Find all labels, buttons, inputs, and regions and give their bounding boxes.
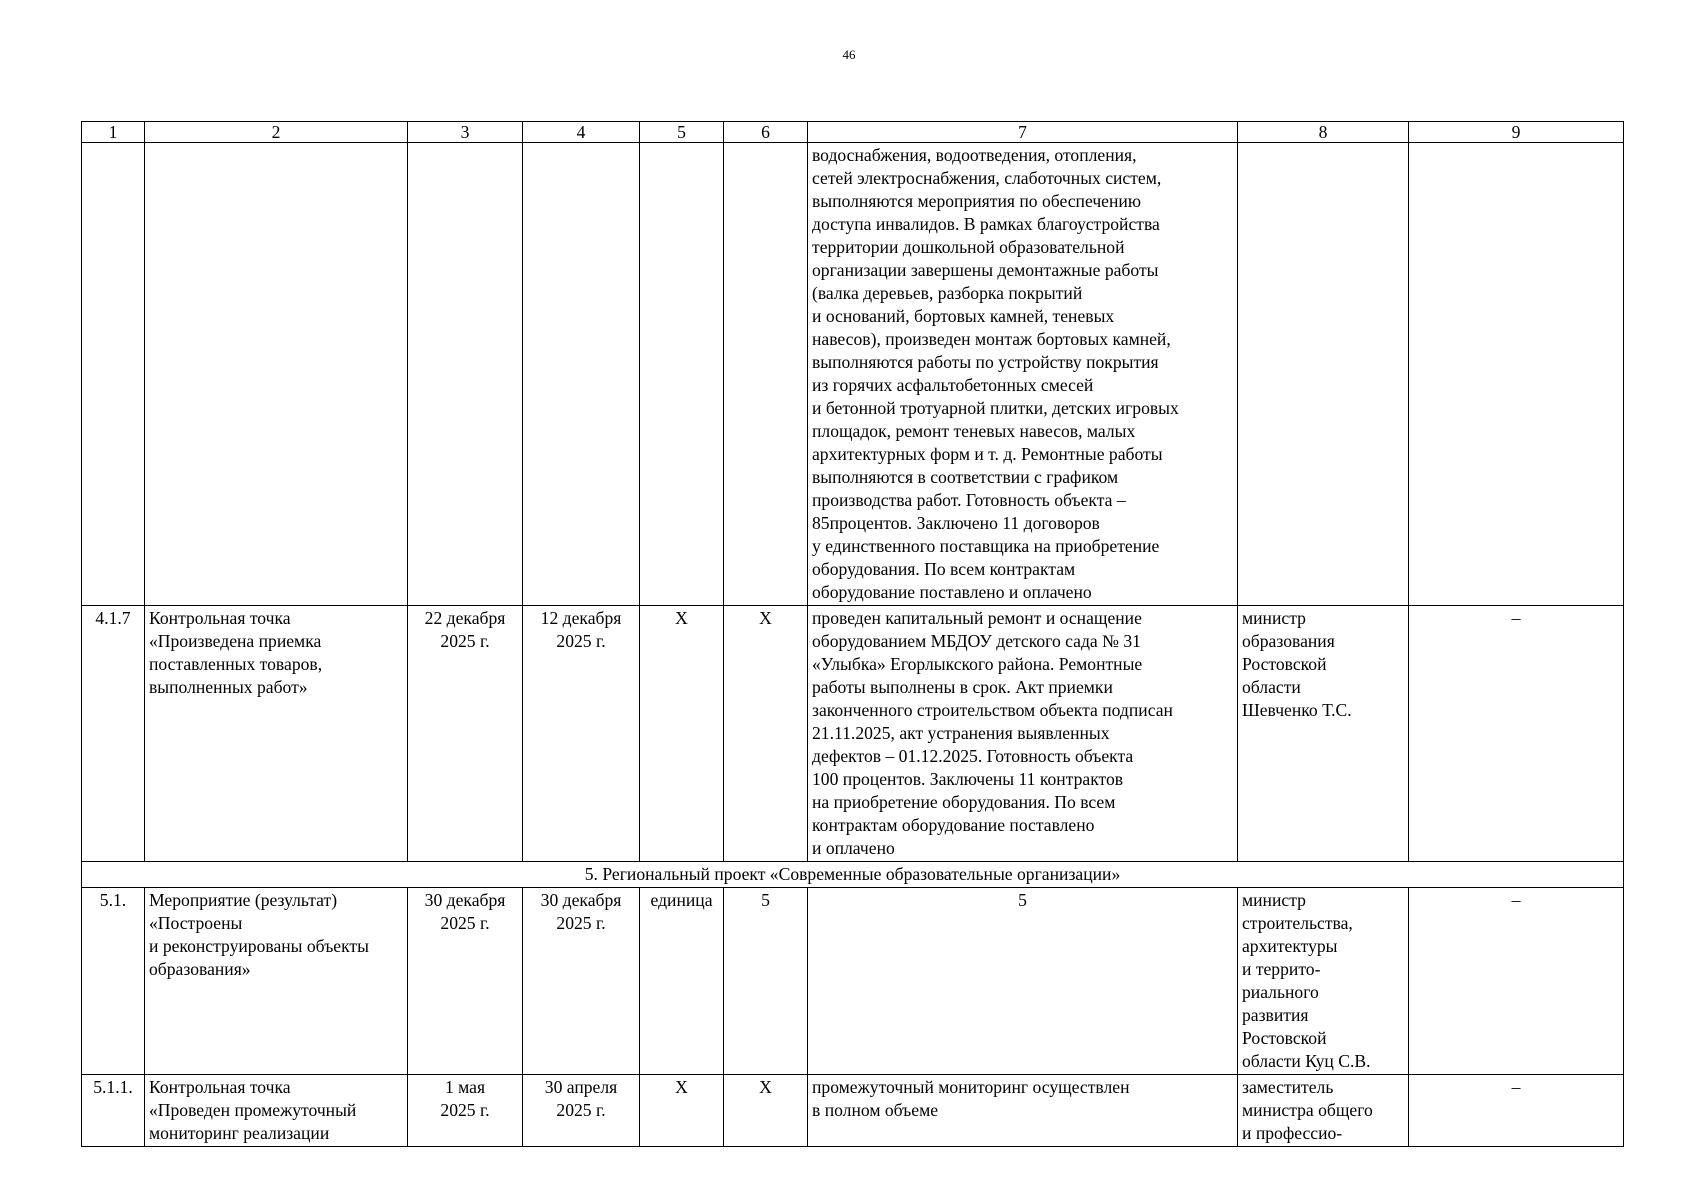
row-value: Х: [724, 606, 808, 862]
row-note: –: [1409, 1075, 1624, 1147]
row-date-fact: [523, 143, 640, 606]
column-header: 1: [82, 122, 145, 143]
column-header: 8: [1238, 122, 1409, 143]
row-date-fact: 30 декабря 2025 г.: [523, 888, 640, 1075]
row-name: [145, 143, 408, 606]
row-description: водоснабжения, водоотведения, отопления, сетей электроснабжения, слаботочных систем, выполняются мероприятия по обеспечению доступа инвалидов. В рамках благоустройства территории дошкольной образовательной организации завершены демонтажные работы (валка деревьев, разборка покрытий и оснований, бортовых камней, теневых навесов), произведен монтаж бортовых камней, выполняются работы по устройству покрытия из горячих асфальтобетонных смесей и бетонной тротуарной плитки, детских игровых площадок, ремонт теневых навесов, малых архитектурных форм и т. д. Ремонтные работы выполняются в соответствии с графиком производства работ. Готовность объекта – 85процентов. Заключено 11 договоров у единственного поставщика на приобретение оборудования. По всем контрактам оборудование поставлено и оплачено: [808, 143, 1238, 606]
column-header: 6: [724, 122, 808, 143]
row-date-fact: 12 декабря 2025 г.: [523, 606, 640, 862]
column-header: 3: [408, 122, 523, 143]
column-header: 9: [1409, 122, 1624, 143]
row-name: Мероприятие (результат) «Построены и реконструированы объекты образования»: [145, 888, 408, 1075]
row-date-plan: 1 мая 2025 г.: [408, 1075, 523, 1147]
row-unit: [640, 143, 724, 606]
table-row: [82, 888, 1624, 1075]
row-value: 5: [724, 888, 808, 1075]
row-note: [1409, 143, 1624, 606]
row-description: 5: [808, 888, 1238, 1075]
row-date-plan: [408, 143, 523, 606]
row-number: 4.1.7: [82, 606, 145, 862]
row-responsible: министр образования Ростовской области Шевченко Т.С.: [1238, 606, 1409, 862]
row-value: [724, 143, 808, 606]
table-row: [82, 1075, 1624, 1147]
row-unit: единица: [640, 888, 724, 1075]
row-unit: Х: [640, 1075, 724, 1147]
column-header-row: [82, 122, 1624, 143]
section-row: [82, 862, 1624, 888]
section-title: 5. Региональный проект «Современные образовательные организации»: [82, 862, 1624, 888]
row-number: 5.1.: [82, 888, 145, 1075]
row-responsible: министр строительства, архитектуры и террито- риального развития Ростовской области Куц С.В.: [1238, 888, 1409, 1075]
page-number: 46: [842, 47, 856, 62]
row-number: [82, 143, 145, 606]
row-value: Х: [724, 1075, 808, 1147]
row-description: проведен капитальный ремонт и оснащение оборудованием МБДОУ детского сада № 31 «Улыбка» Егорлыкского района. Ремонтные работы выполнены в срок. Акт приемки законченного строительством объекта подписан 21.11.2025, акт устранения выявленных дефектов – 01.12.2025. Готовность объекта 100 процентов. Заключены 11 контрактов на приобретение оборудования. По всем контрактам оборудование поставлено и оплачено: [808, 606, 1238, 862]
row-note: –: [1409, 888, 1624, 1075]
column-header: 4: [523, 122, 640, 143]
row-responsible: заместитель министра общего и профессио-: [1238, 1075, 1409, 1147]
row-date-fact: 30 апреля 2025 г.: [523, 1075, 640, 1147]
row-unit: Х: [640, 606, 724, 862]
column-header: 7: [808, 122, 1238, 143]
row-number: 5.1.1.: [82, 1075, 145, 1147]
column-header: 2: [145, 122, 408, 143]
column-header: 5: [640, 122, 724, 143]
table-row: [82, 143, 1624, 606]
row-note: –: [1409, 606, 1624, 862]
row-responsible: [1238, 143, 1409, 606]
row-name: Контрольная точка «Произведена приемка поставленных товаров, выполненных работ»: [145, 606, 408, 862]
row-date-plan: 22 декабря 2025 г.: [408, 606, 523, 862]
row-date-plan: 30 декабря 2025 г.: [408, 888, 523, 1075]
report-table: [81, 121, 1624, 1147]
row-description: промежуточный мониторинг осуществлен в полном объеме: [808, 1075, 1238, 1147]
row-name: Контрольная точка «Проведен промежуточный мониторинг реализации: [145, 1075, 408, 1147]
table-row: [82, 606, 1624, 862]
